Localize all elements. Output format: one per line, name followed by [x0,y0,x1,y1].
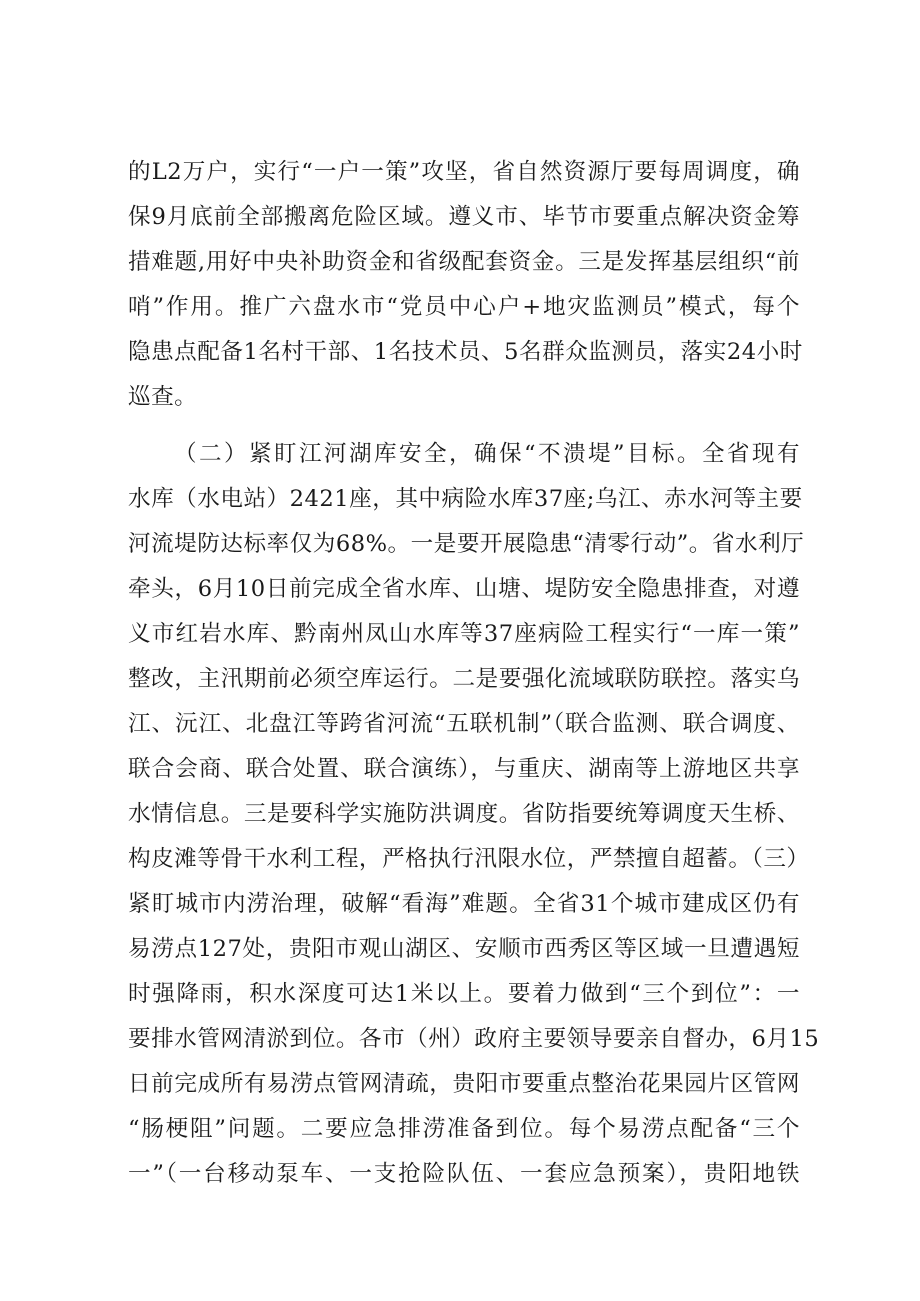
text-line: 要排水管网清淤到位。各市（州）政府主要领导要亲自督办，6月15 [128,1026,820,1052]
text-line: 保9月底前全部搬离危险区域。遵义市、毕节市要重点解决资金筹 [128,204,800,230]
text-line: 构皮滩等骨干水利工程，严格执行汛限水位，严禁擅自超蓄。（三） [128,846,810,872]
text-line: 联合会商、联合处置、联合演练），与重庆、湖南等上游地区共享 [128,756,800,782]
text-line: 措难题,用好中央补助资金和省级配套资金。三是发挥基层组织“前 [128,249,800,275]
text-line: 义市红岩水库、黔南州凤山水库等37座病险工程实行“一库一策” [128,621,800,647]
text-line: 易涝点127处，贵阳市观山湖区、安顺市西秀区等区域一旦遭遇短 [128,936,800,962]
text-line: 日前完成所有易涝点管网清疏，贵阳市要重点整治花果园片区管网 [128,1071,800,1097]
text-line: 时强降雨，积水深度可达1米以上。要着力做到“三个到位”：一 [128,981,800,1007]
text-line: 水情信息。三是要科学实施防洪调度。省防指要统筹调度天生桥、 [128,801,800,827]
paragraph-gap [128,420,800,432]
text-line: 一”（一台移动泵车、一支抢险队伍、一套应急预案），贵阳地铁 [128,1161,800,1187]
document-body [128,150,820,1197]
text-line: 紧盯城市内涝治理，破解“看海”难题。全省31个城市建成区仍有 [128,891,800,917]
text-line: 整改，主汛期前必须空库运行。二是要强化流域联防联控。落实乌 [128,666,800,692]
text-line: 江、沅江、北盘江等跨省河流“五联机制”（联合监测、联合调度、 [128,711,800,737]
paragraph-1 [128,150,803,420]
text-line: （二）紧盯江河湖库安全，确保“不溃堤”目标。全省现有 [174,441,800,467]
paragraph-2 [128,432,820,1197]
text-line: 的L2万户，实行“一户一策”攻坚，省自然资源厅要每周调度，确 [128,159,800,185]
text-line: 牵头，6月10日前完成全省水库、山塘、堤防安全隐患排查，对遵 [128,576,800,602]
text-line: 隐患点配备1名村干部、1名技术员、5名群众监测员，落实24小时 [128,339,803,365]
text-line: 巡查。 [128,384,198,410]
text-line: “肠梗阻”问题。二要应急排涝准备到位。每个易涝点配备“三个 [128,1116,800,1142]
text-line: 河流堤防达标率仅为68%。一是要开展隐患“清零行动”。省水利厅 [128,531,805,557]
text-line: 哨”作用。推广六盘水市“党员中心户+地灾监测员”模式，每个 [128,294,800,320]
text-line: 水库（水电站）2421座，其中病险水库37座;乌江、赤水河等主要 [128,486,803,512]
